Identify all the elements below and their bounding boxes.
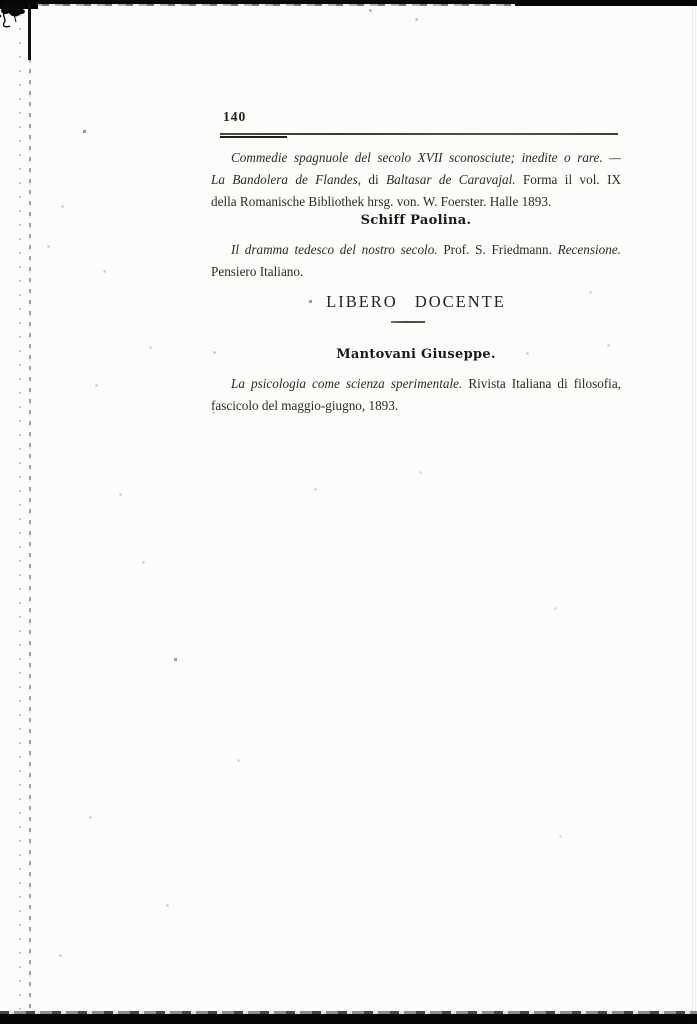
- entry-text: Rivista Italiana di filosofia,: [462, 376, 621, 391]
- entry-text-italic: Recensione.: [557, 242, 621, 257]
- work-title-italic: La psicologia come scienza sperimentale.: [231, 376, 463, 391]
- author-heading-schiff-paolina: Schiff Paolina.: [360, 213, 472, 228]
- entry-line: [211, 147, 621, 169]
- entry-line: [211, 261, 621, 283]
- section-divider-rule: [391, 321, 425, 323]
- page-number: 140: [223, 109, 247, 124]
- binding-crease-line: [29, 58, 31, 1014]
- entry-text-italic: Commedie spagnuole del secolo XVII sconosciute; inedite o rare. —: [231, 150, 621, 165]
- work-title-italic: La Bandolera de Flandes: [211, 172, 358, 187]
- entry-line: [211, 191, 621, 213]
- text-block: [211, 0, 621, 1024]
- entry-text: fascicolo del maggio-giugno, 1893.: [211, 398, 399, 413]
- entry-line: [211, 169, 621, 191]
- entry-text: Pensiero Italiano.: [211, 264, 304, 279]
- author-name-italic: Baltasar de Caravajal.: [386, 172, 516, 187]
- entry-line: [211, 239, 621, 261]
- work-title-italic: Il dramma tedesco del nostro secolo.: [231, 242, 438, 257]
- bibliography-entry-dramma: [211, 239, 621, 283]
- ink-blot: [0, 0, 44, 34]
- entry-line: [211, 373, 621, 395]
- scan-edge-right-line-2: [695, 0, 696, 1024]
- bibliography-entry-psicologia: [211, 373, 621, 417]
- entry-text: della Romanische Bibliothek hrsg. von. W. Foerster. Halle 1893.: [211, 194, 552, 209]
- entry-text: , di: [357, 172, 387, 187]
- dust-specks: [0, 0, 1, 1]
- binding-crease-line-2: [19, 14, 21, 1010]
- author-heading-mantovani-giuseppe: Mantovani Giuseppe.: [336, 347, 496, 362]
- entry-text: Forma il vol. IX: [515, 172, 621, 187]
- entry-text: Prof. S. Friedmann.: [437, 242, 558, 257]
- scan-edge-right-line: [692, 0, 693, 1024]
- section-heading-libero-docente: LIBERO DOCENTE: [326, 292, 506, 311]
- bibliography-entry-commedie: [211, 147, 621, 213]
- entry-line: [211, 395, 621, 417]
